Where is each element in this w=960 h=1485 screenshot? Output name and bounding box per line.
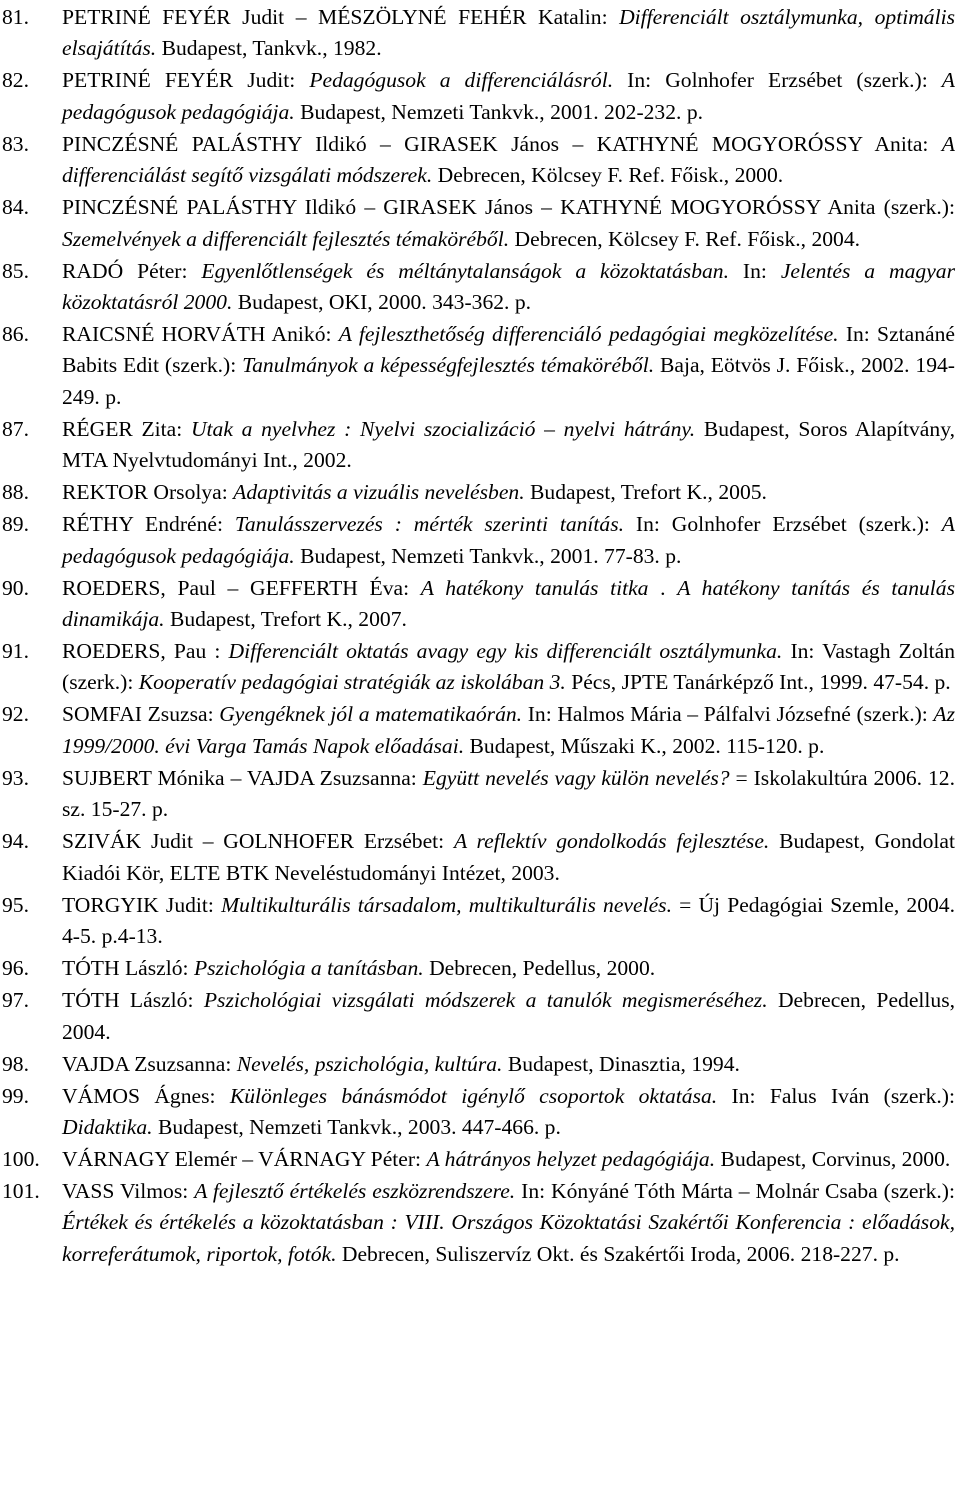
entry-number: 94. <box>2 829 29 854</box>
entry-segment: Baja, Eötvös J. Főisk., 2002. 194-249. p. <box>62 353 955 409</box>
entry-segment: PETRINÉ FEYÉR Judit – MÉSZÖLYNÉ FEHÉR Katalin: <box>62 5 620 29</box>
entry-segment: Debrecen, Pedellus, 2000. <box>423 956 656 981</box>
entry-text <box>62 576 955 631</box>
bibliography-entry <box>0 1176 955 1270</box>
entry-title: Gyengéknek jól a matematikaórán. <box>219 702 523 727</box>
entry-segment: VÁMOS Ágnes: <box>62 1083 230 1108</box>
entry-segment: SUJBERT Mónika – VAJDA Zsuzsanna: <box>62 765 423 790</box>
entry-number: 100. <box>2 1146 40 1171</box>
entry-segment: RAICSNÉ HORVÁTH Anikó: <box>62 322 339 347</box>
entry-title: Tanulmányok a képességfejlesztés témaköréből. <box>242 353 655 378</box>
entry-title: Kooperatív pedagógiai stratégiák az iskolában 3. <box>138 670 566 695</box>
entry-segment: RADÓ Péter: <box>62 258 202 283</box>
entry-segment: Budapest, Gondolat Kiadói Kör, ELTE BTK Neveléstudományi Intézet, 2003. <box>62 829 955 885</box>
entry-text <box>62 195 955 250</box>
entry-number: 92. <box>2 702 29 727</box>
entry-number: 98. <box>2 1051 29 1076</box>
bibliography-entry <box>0 1049 955 1080</box>
entry-number: 86. <box>2 322 29 347</box>
entry-segment: VASS Vilmos: <box>62 1178 195 1203</box>
entry-number: 81. <box>2 5 29 29</box>
entry-text <box>62 5 955 60</box>
entry-text <box>62 417 955 472</box>
entry-title: Utak a nyelvhez : Nyelvi szocializáció – nyelvi hátrány. <box>190 416 696 441</box>
entry-segment: In: Halmos Mária – Pálfalvi Józsefné (szerk.): <box>522 702 934 727</box>
entry-title: Differenciált osztálymunka, optimális elsajátítás. <box>62 5 955 61</box>
entry-number: 93. <box>2 765 29 790</box>
entry-title: Differenciált oktatás avagy egy kis differenciált osztálymunka. <box>228 639 783 664</box>
entry-text <box>62 480 767 504</box>
entry-title: Szemelvények a differenciált fejlesztés témaköréből. <box>62 226 510 251</box>
bibliography-list <box>0 2 955 1271</box>
entry-segment: Budapest, Soros Alapítvány, MTA Nyelvtudományi Int., 2002. <box>62 416 955 473</box>
entry-title: A pedagógusok pedagógiája. <box>62 68 955 124</box>
entry-title: Nevelés, pszichológia, kultúra. <box>236 1051 503 1076</box>
bibliography-entry <box>0 826 955 889</box>
entry-title: Adaptivitás a vizuális nevelésben. <box>233 480 525 505</box>
entry-number: 88. <box>2 480 29 505</box>
bibliography-entry <box>0 763 955 826</box>
entry-number: 89. <box>2 512 29 537</box>
bibliography-entry <box>0 319 955 413</box>
entry-text <box>62 893 955 948</box>
entry-segment: Debrecen, Suliszervíz Okt. és Szakértői Iroda, 2006. 218-227. p. <box>336 1241 900 1266</box>
entry-title: Együtt nevelés vagy külön nevelés? <box>422 765 730 790</box>
entry-text <box>62 988 955 1043</box>
entry-number: 84. <box>2 195 29 220</box>
bibliography-entry <box>0 985 955 1048</box>
entry-segment: In: Falus Iván (szerk.): <box>717 1083 955 1108</box>
entry-segment: Budapest, Tankvk., 1982. <box>156 36 382 61</box>
entry-number: 101. <box>2 1178 40 1203</box>
entry-text <box>62 829 955 884</box>
entry-segment: = Új Pedagógiai Szemle, 2004. 4-5. p.4-13. <box>62 892 955 949</box>
entry-number: 91. <box>2 639 29 664</box>
entry-title: Egyenlőtlenségek és méltánytalanságok a közoktatásban. <box>201 258 730 283</box>
entry-segment: Budapest, Nemzeti Tankvk., 2001. 77-83. p. <box>294 543 682 568</box>
bibliography-entry <box>0 573 955 636</box>
entry-segment: = Iskolakultúra 2006. 12. sz. 15-27. p. <box>62 765 956 822</box>
entry-title: Pszichológia a tanításban. <box>193 956 424 981</box>
entry-segment: Debrecen, Kölcsey F. Ref. Főisk., 2000. <box>432 163 784 188</box>
bibliography-entry <box>0 2 955 65</box>
entry-text <box>62 322 955 409</box>
entry-title: Különleges bánásmódot igénylő csoportok oktatása. <box>229 1083 718 1108</box>
entry-segment: RÉGER Zita: <box>62 416 191 441</box>
entry-number: 87. <box>2 416 29 441</box>
entry-segment: Budapest, Nemzeti Tankvk., 2001. 202-232. p. <box>294 99 704 124</box>
entry-text <box>62 132 955 187</box>
entry-segment: PINCZÉSNÉ PALÁSTHY Ildikó – GIRASEK János – KATHYNÉ MOGYORÓSSY Anita: <box>62 131 942 156</box>
entry-text <box>62 68 955 123</box>
bibliography-entry <box>0 65 955 128</box>
entry-title: Az 1999/2000. évi Varga Tamás Napok előadásai. <box>62 702 956 758</box>
entry-title: Pedagógusok a differenciálásról. <box>309 68 614 93</box>
entry-title: A reflektív gondolkodás fejlesztése. <box>453 829 770 854</box>
entry-segment: Budapest, Trefort K., 2005. <box>524 480 767 505</box>
entry-title: A fejleszthetőség differenciáló pedagógiai megközelítése. <box>338 322 839 347</box>
entry-segment: TORGYIK Judit: <box>62 892 222 917</box>
entry-segment: In: Golnhofer Erzsébet (szerk.): <box>613 68 942 93</box>
entry-number: 82. <box>2 68 29 93</box>
entry-title: A fejlesztő értékelés eszközrendszere. <box>194 1178 516 1203</box>
entry-title: A hátrányos helyzet pedagógiája. <box>426 1146 716 1171</box>
entry-segment: TÓTH László: <box>62 988 204 1013</box>
entry-title: Multikulturális társadalom, multikulturális nevelés. <box>221 892 672 917</box>
entry-title: Jelentés a magyar közoktatásról 2000. <box>62 258 955 315</box>
bibliography-entry <box>0 256 955 319</box>
entry-number: 99. <box>2 1083 29 1108</box>
entry-segment: Debrecen, Kölcsey F. Ref. Főisk., 2004. <box>509 226 861 251</box>
bibliography-entry <box>0 509 955 572</box>
entry-segment: ROEDERS, Paul – GEFFERTH Éva: <box>62 575 421 600</box>
entry-title: Pszichológiai vizsgálati módszerek a tanulók megismeréséhez. <box>203 988 768 1013</box>
entry-text <box>62 1052 740 1076</box>
entry-number: 85. <box>2 258 29 283</box>
entry-number: 97. <box>2 988 29 1013</box>
entry-segment: SZIVÁK Judit – GOLNHOFER Erzsébet: <box>62 829 454 854</box>
entry-number: 83. <box>2 131 29 156</box>
entry-segment: PINCZÉSNÉ PALÁSTHY Ildikó – GIRASEK János – KATHYNÉ MOGYORÓSSY Anita (szerk.): <box>62 195 955 220</box>
entry-segment: In: Kónyáné Tóth Márta – Molnár Csaba (szerk.): <box>515 1178 955 1203</box>
entry-number: 90. <box>2 575 29 600</box>
entry-segment: RÉTHY Endréné: <box>62 512 235 537</box>
entry-text <box>62 1179 955 1266</box>
entry-text <box>62 512 955 567</box>
entry-segment: Pécs, JPTE Tanárképző Int., 1999. 47-54. p. <box>565 670 951 695</box>
bibliography-entry <box>0 636 955 699</box>
entry-segment: Budapest, Dinasztia, 1994. <box>502 1051 740 1076</box>
bibliography-entry <box>0 414 955 477</box>
bibliography-entry <box>0 699 955 762</box>
entry-number: 96. <box>2 956 29 981</box>
entry-text <box>62 766 955 821</box>
entry-title: A differenciálást segítő vizsgálati módszerek. <box>62 131 955 188</box>
entry-segment: TÓTH László: <box>62 956 194 981</box>
entry-text <box>62 702 955 757</box>
entry-title: Tanulásszervezés : mérték szerinti tanítás. <box>234 512 625 537</box>
bibliography-entry <box>0 192 955 255</box>
entry-segment: Debrecen, Pedellus, 2004. <box>62 988 956 1044</box>
entry-segment: Budapest, Nemzeti Tankvk., 2003. 447-466. p. <box>152 1114 561 1139</box>
bibliography-entry <box>0 953 955 984</box>
entry-text <box>62 639 955 694</box>
bibliography-entry <box>0 129 955 192</box>
entry-segment: SOMFAI Zsuzsa: <box>62 702 220 727</box>
entry-segment: Budapest, Trefort K., 2007. <box>164 607 407 632</box>
bibliography-entry <box>0 1081 955 1144</box>
entry-segment: In: Golnhofer Erzsébet (szerk.): <box>624 512 942 537</box>
entry-text <box>62 956 655 980</box>
bibliography-entry <box>0 890 955 953</box>
entry-segment: ROEDERS, Pau : <box>62 639 229 664</box>
entry-title: Didaktika. <box>62 1114 153 1139</box>
entry-title: A pedagógusok pedagógiája. <box>62 512 955 568</box>
entry-number: 95. <box>2 892 29 917</box>
entry-segment: Budapest, Műszaki K., 2002. 115-120. p. <box>464 733 825 758</box>
entry-segment: In: <box>729 258 781 283</box>
entry-segment: PETRINÉ FEYÉR Judit: <box>62 68 310 93</box>
entry-segment: REKTOR Orsolya: <box>62 480 234 505</box>
entry-title: A hatékony tanulás titka <box>420 575 649 600</box>
entry-title: Értékek és értékelés a közoktatásban : VIII. Országos Közoktatási Szakértői Konferencia : előadások, korreferátumok, riportok, fotók. <box>62 1210 955 1266</box>
entry-segment: In: Vastagh Zoltán (szerk.): <box>62 639 955 695</box>
entry-segment: VÁRNAGY Elemér – VÁRNAGY Péter: <box>62 1146 427 1171</box>
bibliography-entry <box>0 1144 955 1175</box>
bibliography-entry <box>0 477 955 508</box>
entry-segment: VAJDA Zsuzsanna: <box>62 1051 237 1076</box>
entry-text <box>62 1147 950 1171</box>
entry-text <box>62 1084 955 1139</box>
entry-segment: . <box>648 575 678 600</box>
entry-text <box>62 259 955 314</box>
entry-segment: In: Sztanáné Babits Edit (szerk.): <box>62 322 955 378</box>
entry-title: A hatékony tanítás és tanulás dinamikája. <box>62 575 955 632</box>
entry-segment: Budapest, Corvinus, 2000. <box>715 1146 951 1171</box>
entry-segment: Budapest, OKI, 2000. 343-362. p. <box>232 290 532 315</box>
